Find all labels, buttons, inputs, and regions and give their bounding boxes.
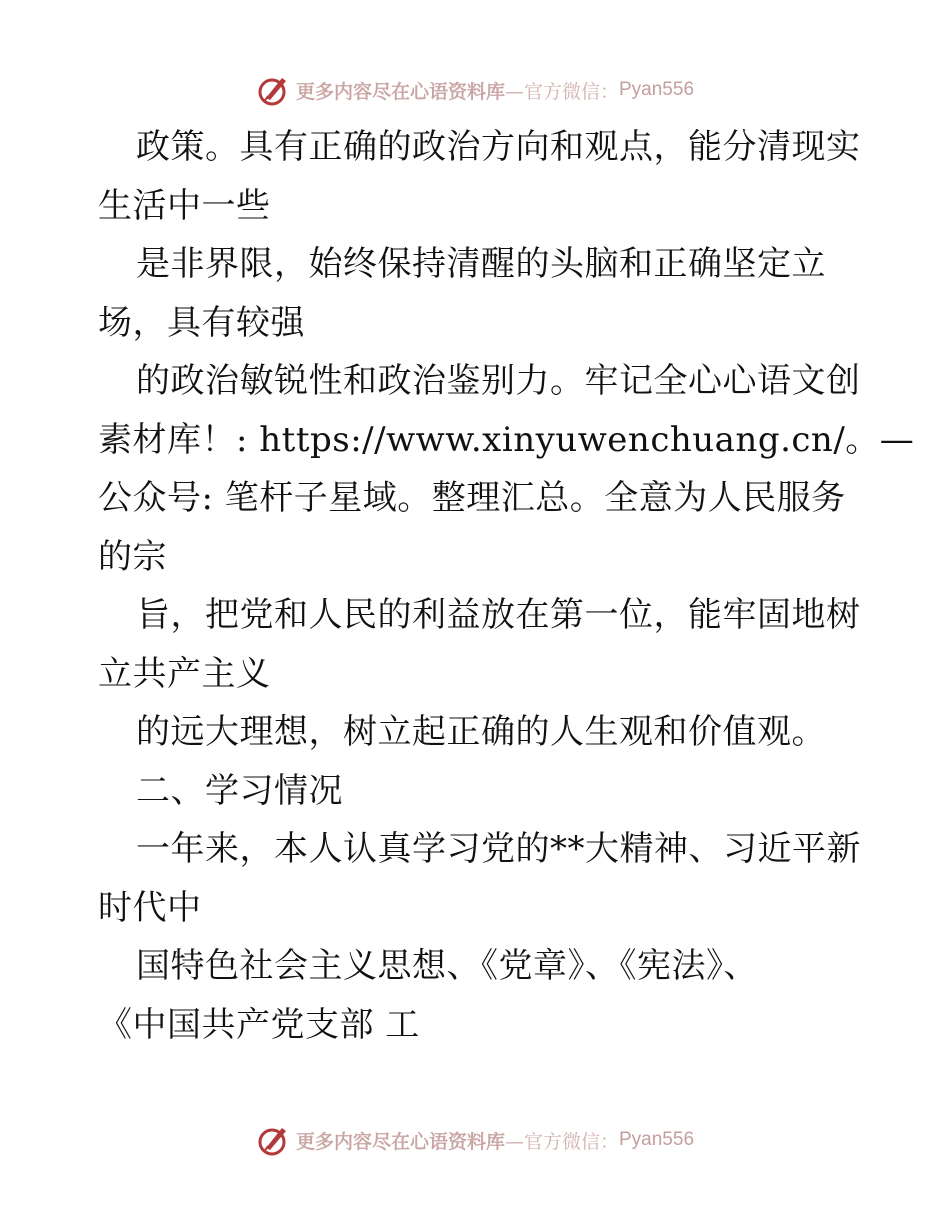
watermark-wechat-id: Pyan556 — [619, 79, 695, 100]
text-line: 的政治敏锐性和政治鉴别力。牢记全心心语文创 — [136, 361, 861, 401]
watermark-group — [256, 1122, 694, 1158]
text-line: 国特色社会主义思想、《党章》、《宪法》、 — [136, 946, 758, 986]
document-body — [98, 118, 915, 1054]
text-line: 生活中一些 — [98, 185, 271, 226]
text-line: 立共产主义 — [98, 653, 271, 694]
watermark-subtitle: —官方微信： — [504, 80, 619, 103]
text-line: 的宗 — [98, 536, 167, 577]
watermark-group — [256, 72, 694, 108]
watermark-wechat-id: Pyan556 — [619, 1129, 695, 1150]
text-line: 公众号: 笔杆子星域。整理汇总。全意为人民服务 — [98, 478, 846, 518]
text-line-url: 素材库！: https://www.xinyuwenchuang.cn/。— — [98, 419, 915, 460]
watermark-subtitle: —官方微信： — [504, 1130, 619, 1153]
header-watermark — [0, 70, 950, 110]
footer-watermark — [0, 1120, 950, 1160]
text-line: 场，具有较强 — [98, 302, 305, 343]
section-heading: 二、学习情况 — [136, 770, 343, 811]
text-line: 《中国共产党支部 工 — [98, 1004, 420, 1045]
quill-logo-icon — [256, 72, 292, 108]
text-line: 旨，把党和人民的利益放在第一位，能牢固地树 — [136, 595, 861, 635]
watermark-title: 更多内容尽在心语资料库 — [295, 1130, 505, 1153]
text-line: 时代中 — [98, 887, 202, 928]
watermark-title: 更多内容尽在心语资料库 — [295, 80, 505, 103]
text-line: 政策。具有正确的政治方向和观点，能分清现实 — [136, 127, 861, 167]
text-line: 是非界限，始终保持清醒的头脑和正确坚定立 — [136, 244, 826, 284]
text-line: 一年来，本人认真学习党的**大精神、习近平新 — [136, 829, 861, 869]
text-line: 的远大理想，树立起正确的人生观和价值观。 — [136, 712, 826, 752]
quill-logo-icon — [256, 1122, 292, 1158]
